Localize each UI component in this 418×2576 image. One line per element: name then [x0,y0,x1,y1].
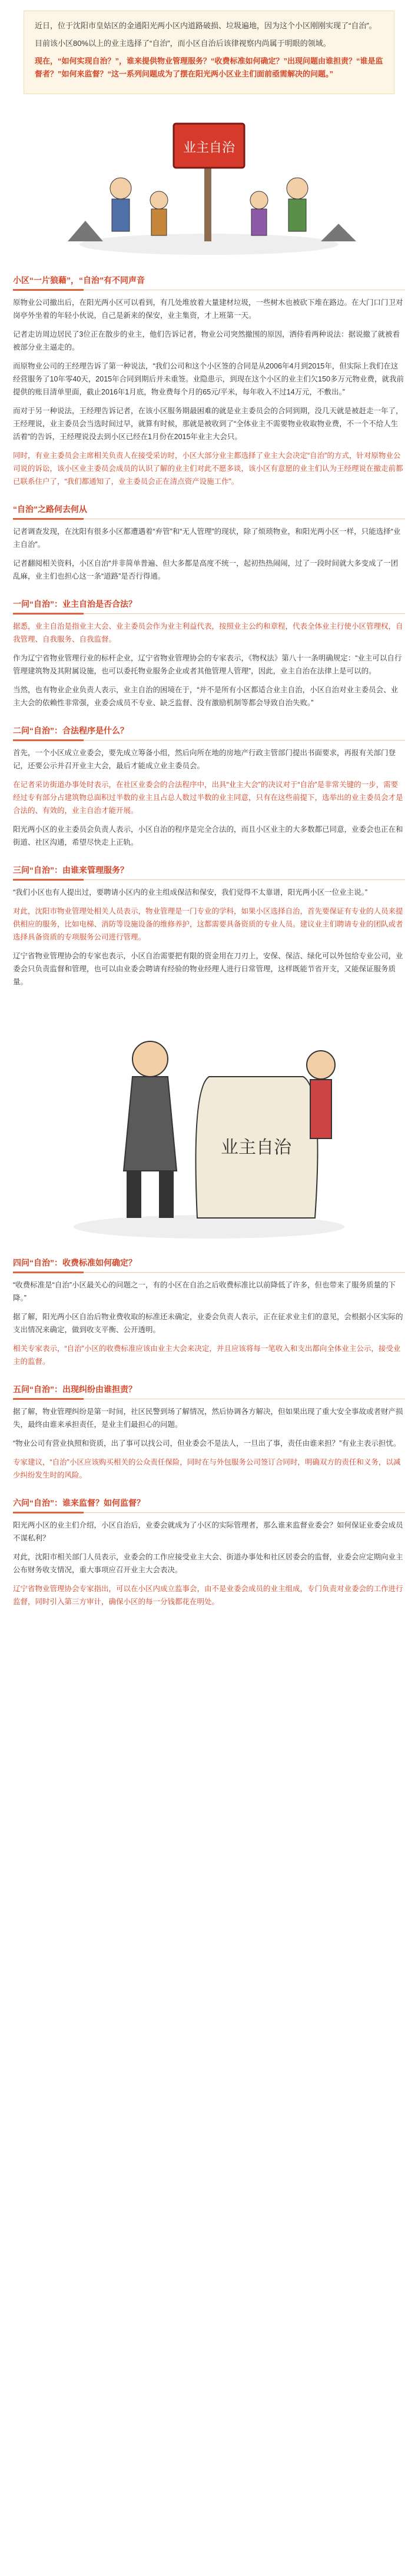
section-title-1: 小区“一片狼藉”，“自治”有不同声音 [13,274,405,290]
section-6-paragraph-2: 据了解，阳光两小区自治后物业费收取的标准还未确定，业委会负责人表示，正在征求业主们的意见，会根据小区实际的支出情况来确定，做到收支平衡、公开透明。 [13,1313,403,1334]
section-7-paragraph-3: 专家建议，“自治”小区应该购买相关的公众责任保险，同时在与外包服务公司签订合同时，明确双方的责任和义务，以减少纠纷发生时的风险。 [13,1458,401,1479]
section-6 [13,1257,405,1273]
section-2 [13,503,405,519]
section-title-8: 六问“自治”：谁来监督？如何监督？ [13,1497,405,1513]
section-3-paragraph-3: 当然，也有物业企业负责人表示，业主自治的困境在于，“并不是所有小区都适合业主自治，小区自治对业主委员会、业主大会的依赖性非常强，业委会成员不专业、缺乏监督、没有激励机制等都会导致自治失败。” [13,686,399,707]
section-1-paragraph-5: 同时，有业主委员会主席相关负责人在接受采访时，小区大部分业主都选择了业主大会决定“自治”的方式，针对原物业公司说的诉讼，该小区业主委员会成员的认识了解的业主们对此不愿多谈，该小区有意愿的业主们认为王经理说在撤走前都已联系住户了，“我们都通知了，业主委员会正在清点资产设施工作”。 [13,452,403,486]
section-3-paragraph-2: 作为辽宁省物业管理行业的标杆企业，辽宁省物业管理协会的专家表示，《物权法》第八十一条明确规定：“业主可以自行管理建筑物及其附属设施，也可以委托物业服务企业或者其他管理人管理”，因此，业主自治在法律上是可以的。 [13,654,402,675]
section-5-paragraph-3: 辽宁省物业管理协会的专家也表示，小区自治需要把有限的资金用在刀刃上，安保、保洁、绿化可以外包给专业公司，业委会只负责监督和管理，也可以由业委会聘请有经验的物业经理人进行日常管理，这样既能节省开支，又能保证服务质量。 [13,952,403,986]
intro-paragraph-3: 现在，“如何实现自治？”，谁来提供物业管理服务？“收费标准如何确定？”出现问题由谁担责？“谁是监督者？”如何来监督？“这一系列问题成为了摆在阳光两小区业主们面前亟需解决的问题。” [35,57,383,78]
sign-text-2: 业主自治 [221,1137,291,1158]
section-7 [13,1383,405,1399]
intro-paragraph-1: 近日，位于沈阳市皇姑区的金通阳光两小区内道路破损、垃圾遍地，因为这个小区刚刚实现了“自治”。 [35,21,377,30]
intro-box [24,11,394,94]
section-8-paragraph-2: 对此，沈阳市相关部门人员表示，业委会的工作应接受业主大会、街道办事处和社区居委会的监督，业委会应定期向业主公布财务收支情况，重大事项应召开业主大会表决。 [13,1553,403,1574]
section-8 [13,1497,405,1513]
section-8-paragraph-3: 辽宁省物业管理协会专家指出，可以在小区内成立监事会，由不是业委会成员的业主组成，专门负责对业委会的工作进行监督，同时引入第三方审计，确保小区的每一分钱都花在明处。 [13,1585,403,1606]
section-title-5: 三问“自治”：由谁来管理服务？ [13,864,405,880]
section-4-paragraph-3: 阳光两小区的业主委员会负责人表示，小区自治的程序是完全合法的，而且小区业主的大多数都已同意，业委会也正在和街道、社区沟通，希望尽快走上正轨。 [13,825,403,847]
illustration-cartoon-1 [50,100,368,259]
sign-text-1: 业主自治 [183,141,235,155]
section-4-paragraph-2: 在记者采访街道办事处时表示，在社区业委会的合法程序中，出具“业主大会”的决议对于“自治”是非常关键的一步，需要经过专有部分占建筑物总面积过半数的业主且占总人数过半数的业主同意，只有在这些前提下，选举出的业主委员会才是合法的、有效的，业主自治才能开展。 [13,781,403,815]
section-6-paragraph-1: “收费标准是“自治”小区最关心的问题之一，有的小区在自治之后收费标准比以前降低了许多，但也带来了服务质量的下降。” [13,1281,396,1302]
cartoon-illustration-1 [50,100,368,259]
section-1-paragraph-4: 而对于另一种说法，王经理告诉记者，在该小区服务期最困难的就是业主委员会的合同到期，没几天就是被赶走一年了，王经理说，业主委员会当选时间过早，就算有时候，那就是被收到了“全体业主不需要物业收取物业费，不一个不给人生活着”的告诉，王经理说没去到小区已经在1月份在2015年业主大会只。 [13,407,403,441]
section-6-paragraph-3: 相关专家表示，“自治”小区的收费标准应该由业主大会来决定，并且应该将每一笔收入和支出都向全体业主公示，接受业主的监督。 [13,1345,401,1366]
section-7-paragraph-2: “物业公司有营业执照和资质，出了事可以找公司，但业委会不是法人，一旦出了事，责任由谁来担？”有业主表示担忧。 [13,1439,401,1448]
section-8-paragraph-1: 阳光两小区的业主们介绍，小区自治后，业委会就成为了小区的实际管理者，那么谁来监督业委会？如何保证业委会成员不谋私利？ [13,1521,403,1542]
section-1-paragraph-3: 而原物业公司的王经理告诉了第一种说法，“我们公司和这个小区签的合同是从2006年4月到2015年，但实际上我们在这经营服务了10年零40天，2015年合同到期后并未重签。业隐患示，到现在这个小区的业主们欠150多万元物业费，就我前提供的账目清单里面，截止2016年1月底，物业费每个月的65元/平米，每年收入不过14万元，不敷出。” [13,362,404,396]
section-5-paragraph-2: 对此，沈阳市物业管理处相关人员表示，物业管理是一门专业的学科，如果小区选择自治，首先要保证有专业的人员来提供相应的服务，比如电梯、消防等设施设备的维修养护，这都需要具备资质的专业人员。建议业主们聘请专业的团队或者选择具备资质的专项服务公司进行管理。 [13,907,403,941]
illustration-cartoon-2 [56,994,362,1241]
section-3-paragraph-1: 据悉，业主自治是指业主大会、业主委员会作为业主利益代表，按照业主公约和章程，代表全体业主行使小区管理权，自我管理、自我服务、自我监督。 [13,622,403,643]
section-title-4: 二问“自治”：合法程序是什么？ [13,725,405,741]
section-3 [13,598,405,614]
section-5 [13,864,405,880]
section-4 [13,725,405,741]
section-1 [13,274,405,290]
section-2-paragraph-2: 记者翻阅相关资料，小区自治“并非简单普遍、但大多都是高度不统一，起初热热闹闹，过了一段时间就大多变成了一团乱麻，业主们也担心这一条“道路”是否行得通。 [13,559,399,580]
section-7-paragraph-1: 据了解，物业管理纠纷是第一时间，社区民警到场了解情况，然后协调各方解决，但如果出现了重大安全事故或者财产损失，最终由谁来承担责任，是业主们最担心的问题。 [13,1407,403,1429]
section-title-6: 四问“自治”：收费标准如何确定？ [13,1257,405,1273]
section-title-2: “自治”之路何去何从 [13,503,405,519]
section-1-paragraph-2: 记者走访周边居民了3位正在散步的业主，他们告诉记者，物业公司突然撤围的原因，洒侍看两种说法：据说撤了就被看被部分业主逼走的。 [13,330,400,351]
section-title-3: 一问“自治”：业主自治是否合法？ [13,598,405,614]
section-title-7: 五问“自治”：出现纠纷由谁担责？ [13,1383,405,1399]
section-4-paragraph-1: 首先，一个小区成立业委会，要先成立筹备小组，然后向所在地的房地产行政主管部门提出书面要求，再报有关部门登记，还要公示并召开业主大会，最后才能成立业主委员会。 [13,749,396,770]
section-1-paragraph-1: 原物业公司撤出后，在阳光两小区可以看到，有几处堆放着大量建材垃圾，一些树木也被砍下堆在路边。在大门口门卫对岗亭外坐着的年轻小伙说，自己是新来的保安，业主集资，才上班第一天。 [13,298,403,320]
intro-paragraph-2: 目前该小区80%以上的业主选择了“自治”，而小区自治后该律视察内尚属于明眼的领域。 [35,39,331,48]
section-5-paragraph-1: “我们小区也有人提出过，要聘请小区内的业主组成保洁和保安，我们觉得不太靠谱，阳光两小区一位业主说。” [13,888,368,897]
cartoon-illustration-2 [56,994,362,1241]
section-2-paragraph-1: 记者调查发现，在沈阳有很多小区都遭遇着“弃管”和“无人管理”的现状，除了烦琐物业，和阳光两小区一样，只能选择“业主自治”。 [13,527,401,549]
